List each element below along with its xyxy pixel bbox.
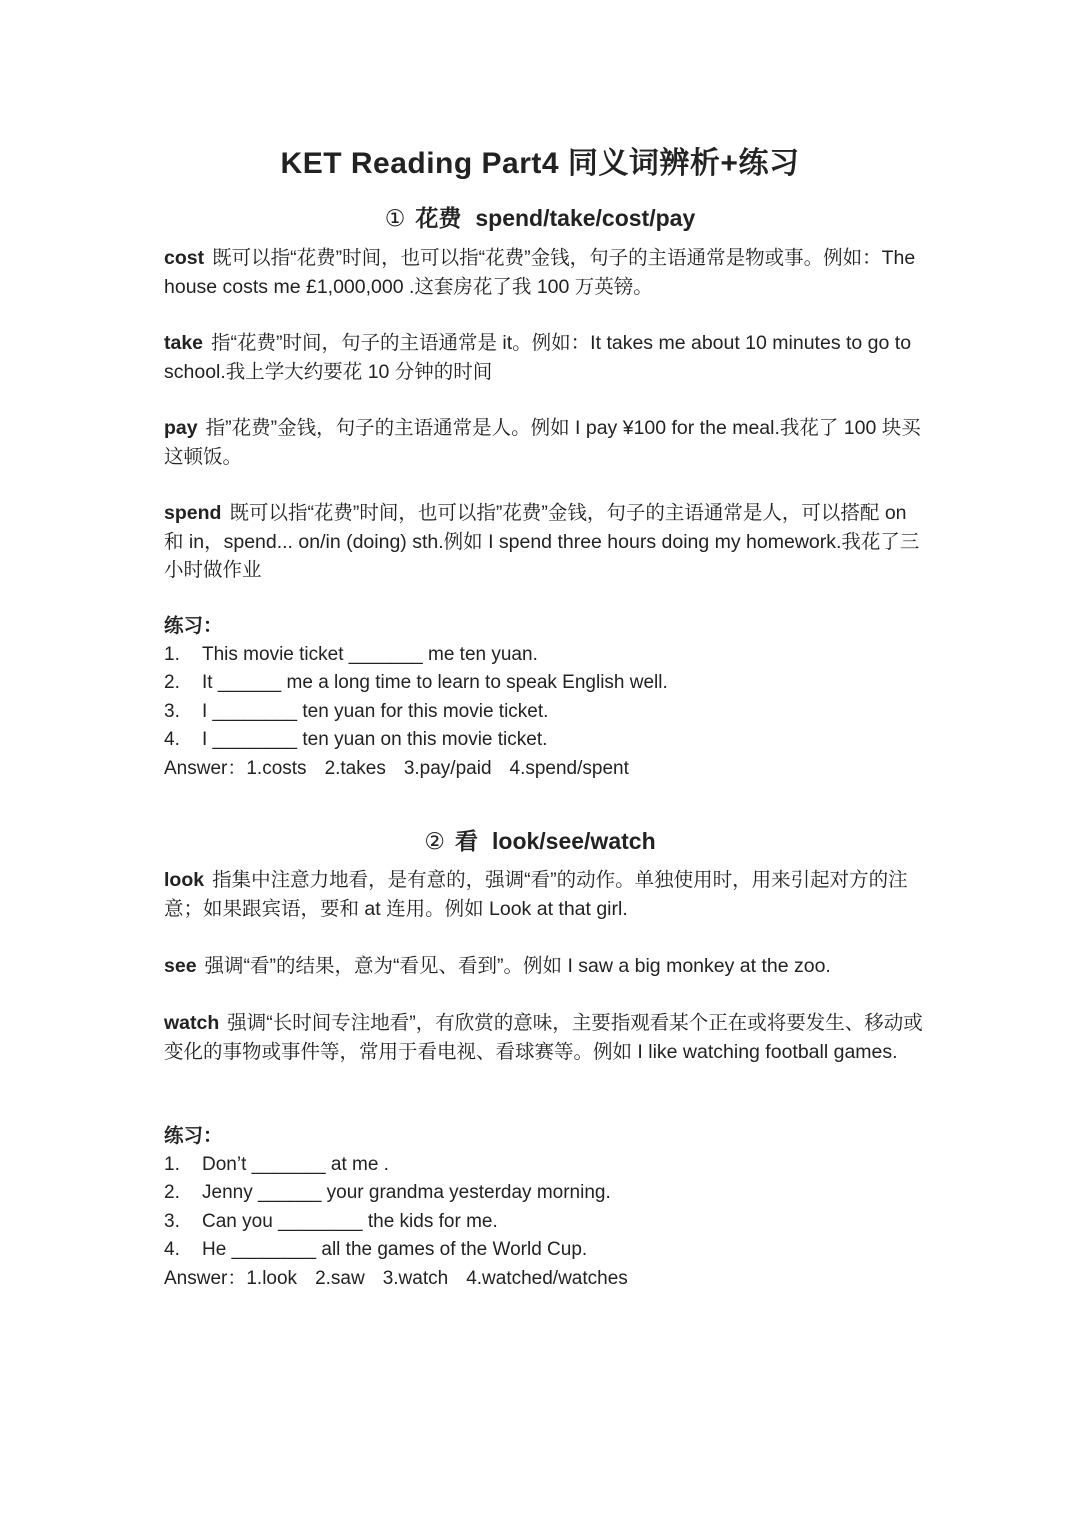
answer-line bbox=[164, 1265, 924, 1294]
term: see bbox=[164, 955, 197, 977]
exercise-item bbox=[164, 641, 924, 670]
exercise-number: 4. bbox=[164, 1239, 180, 1260]
exercise-number: 4. bbox=[164, 729, 180, 750]
exercise-number: 3. bbox=[164, 1210, 180, 1232]
answer: 4.watched/watches bbox=[466, 1267, 628, 1289]
answer: 3.watch bbox=[382, 1267, 449, 1289]
exercise-list bbox=[164, 641, 924, 755]
answer: 2.saw bbox=[315, 1267, 365, 1289]
exercise-block-2 bbox=[164, 1122, 924, 1293]
exercise-label: 练习： bbox=[164, 615, 223, 637]
paragraph-cost bbox=[164, 244, 924, 301]
section-chinese-title: 花费 bbox=[415, 205, 462, 231]
section-chinese-title: 看 bbox=[455, 828, 478, 854]
section-words: look/see/watch bbox=[492, 828, 656, 854]
term: look bbox=[164, 869, 205, 891]
exercise-text: Can you ________ the kids for me. bbox=[202, 1210, 498, 1232]
exercise-text: I ________ ten yuan for this movie ticket. bbox=[202, 700, 549, 722]
exercise-text: Jenny ______ your grandma yesterday morning. bbox=[202, 1182, 611, 1203]
exercise-text: This movie ticket _______ me ten yuan. bbox=[202, 643, 538, 665]
answer-label: Answer： bbox=[164, 1267, 247, 1289]
answer: 1.look bbox=[246, 1267, 298, 1289]
term: watch bbox=[164, 1012, 220, 1034]
section-number: ② bbox=[424, 828, 445, 854]
exercise-item bbox=[164, 698, 924, 727]
section-number: ① bbox=[384, 205, 406, 231]
definition: 强调“看”的结果，意为“看见、看到”。例如 I saw a big monkey at the zoo. bbox=[204, 955, 831, 977]
exercise-number: 1. bbox=[164, 1153, 180, 1175]
section-heading-spend bbox=[0, 200, 1080, 233]
definition: 既可以指“花费”时间，也可以指“花费”金钱，句子的主语通常是物或事。例如：The house costs me £1,000,000 .这套房花了我 100 万英镑。 bbox=[164, 247, 916, 298]
paragraph-pay bbox=[164, 414, 924, 471]
exercise-text: I ________ ten yuan on this movie ticket. bbox=[202, 729, 548, 750]
exercise-label: 练习： bbox=[164, 1125, 223, 1147]
exercise-text: He ________ all the games of the World Cup. bbox=[202, 1239, 588, 1260]
exercise-item bbox=[164, 1179, 924, 1208]
exercise-item bbox=[164, 1151, 924, 1180]
exercise-item bbox=[164, 1236, 924, 1265]
answer: 3.pay/paid bbox=[403, 757, 492, 779]
exercise-number: 2. bbox=[164, 1182, 180, 1203]
definition: 指”花费”金钱，句子的主语通常是人。例如 I pay ¥100 for the meal.我花了 100 块买这顿饭。 bbox=[164, 417, 921, 468]
answer-line bbox=[164, 755, 924, 784]
answer: 1.costs bbox=[246, 757, 307, 779]
definition: 既可以指“花费”时间，也可以指”花费”金钱，句子的主语通常是人，可以搭配 on 和 in，spend... on/in (doing) sth.例如 I spend three hours doing my homework.我花了三小时做作业 bbox=[164, 502, 920, 581]
exercise-item bbox=[164, 669, 924, 698]
exercise-text: Don’t _______ at me . bbox=[202, 1153, 389, 1175]
answer: 4.spend/spent bbox=[509, 757, 629, 779]
paragraph-watch bbox=[164, 1009, 924, 1066]
term: cost bbox=[164, 247, 205, 269]
paragraph-take bbox=[164, 329, 924, 386]
paragraph-spend bbox=[164, 499, 924, 585]
definition: 指“花费”时间，句子的主语通常是 it。例如：It takes me about 10 minutes to go to school.我上学大约要花 10 分钟的时间 bbox=[164, 332, 912, 383]
exercise-number: 2. bbox=[164, 672, 180, 693]
exercise-number: 1. bbox=[164, 643, 180, 665]
definition: 强调“长时间专注地看”，有欣赏的意味，主要指观看某个正在或将要发生、移动或变化的事物或事件等，常用于看电视、看球赛等。例如 I like watching football games. bbox=[164, 1012, 923, 1063]
answer-label: Answer： bbox=[164, 757, 247, 779]
answer: 2.takes bbox=[324, 757, 386, 779]
definition: 指集中注意力地看，是有意的，强调“看”的动作。单独使用时，用来引起对方的注意；如果跟宾语，要和 at 连用。例如 Look at that girl. bbox=[164, 869, 908, 920]
page-title: KET Reading Part4 同义词辨析+练习 bbox=[280, 147, 800, 180]
section-heading-look bbox=[0, 823, 1080, 856]
exercise-item bbox=[164, 726, 924, 755]
exercise-item bbox=[164, 1208, 924, 1237]
term: pay bbox=[164, 417, 198, 439]
term: spend bbox=[164, 502, 222, 524]
section-words: spend/take/cost/pay bbox=[475, 205, 696, 231]
exercise-block-1 bbox=[164, 612, 924, 783]
paragraph-look bbox=[164, 866, 924, 923]
exercise-number: 3. bbox=[164, 700, 180, 722]
exercise-list bbox=[164, 1151, 924, 1265]
exercise-text: It ______ me a long time to learn to speak English well. bbox=[202, 672, 668, 693]
term: take bbox=[164, 332, 204, 354]
paragraph-see bbox=[164, 952, 924, 981]
